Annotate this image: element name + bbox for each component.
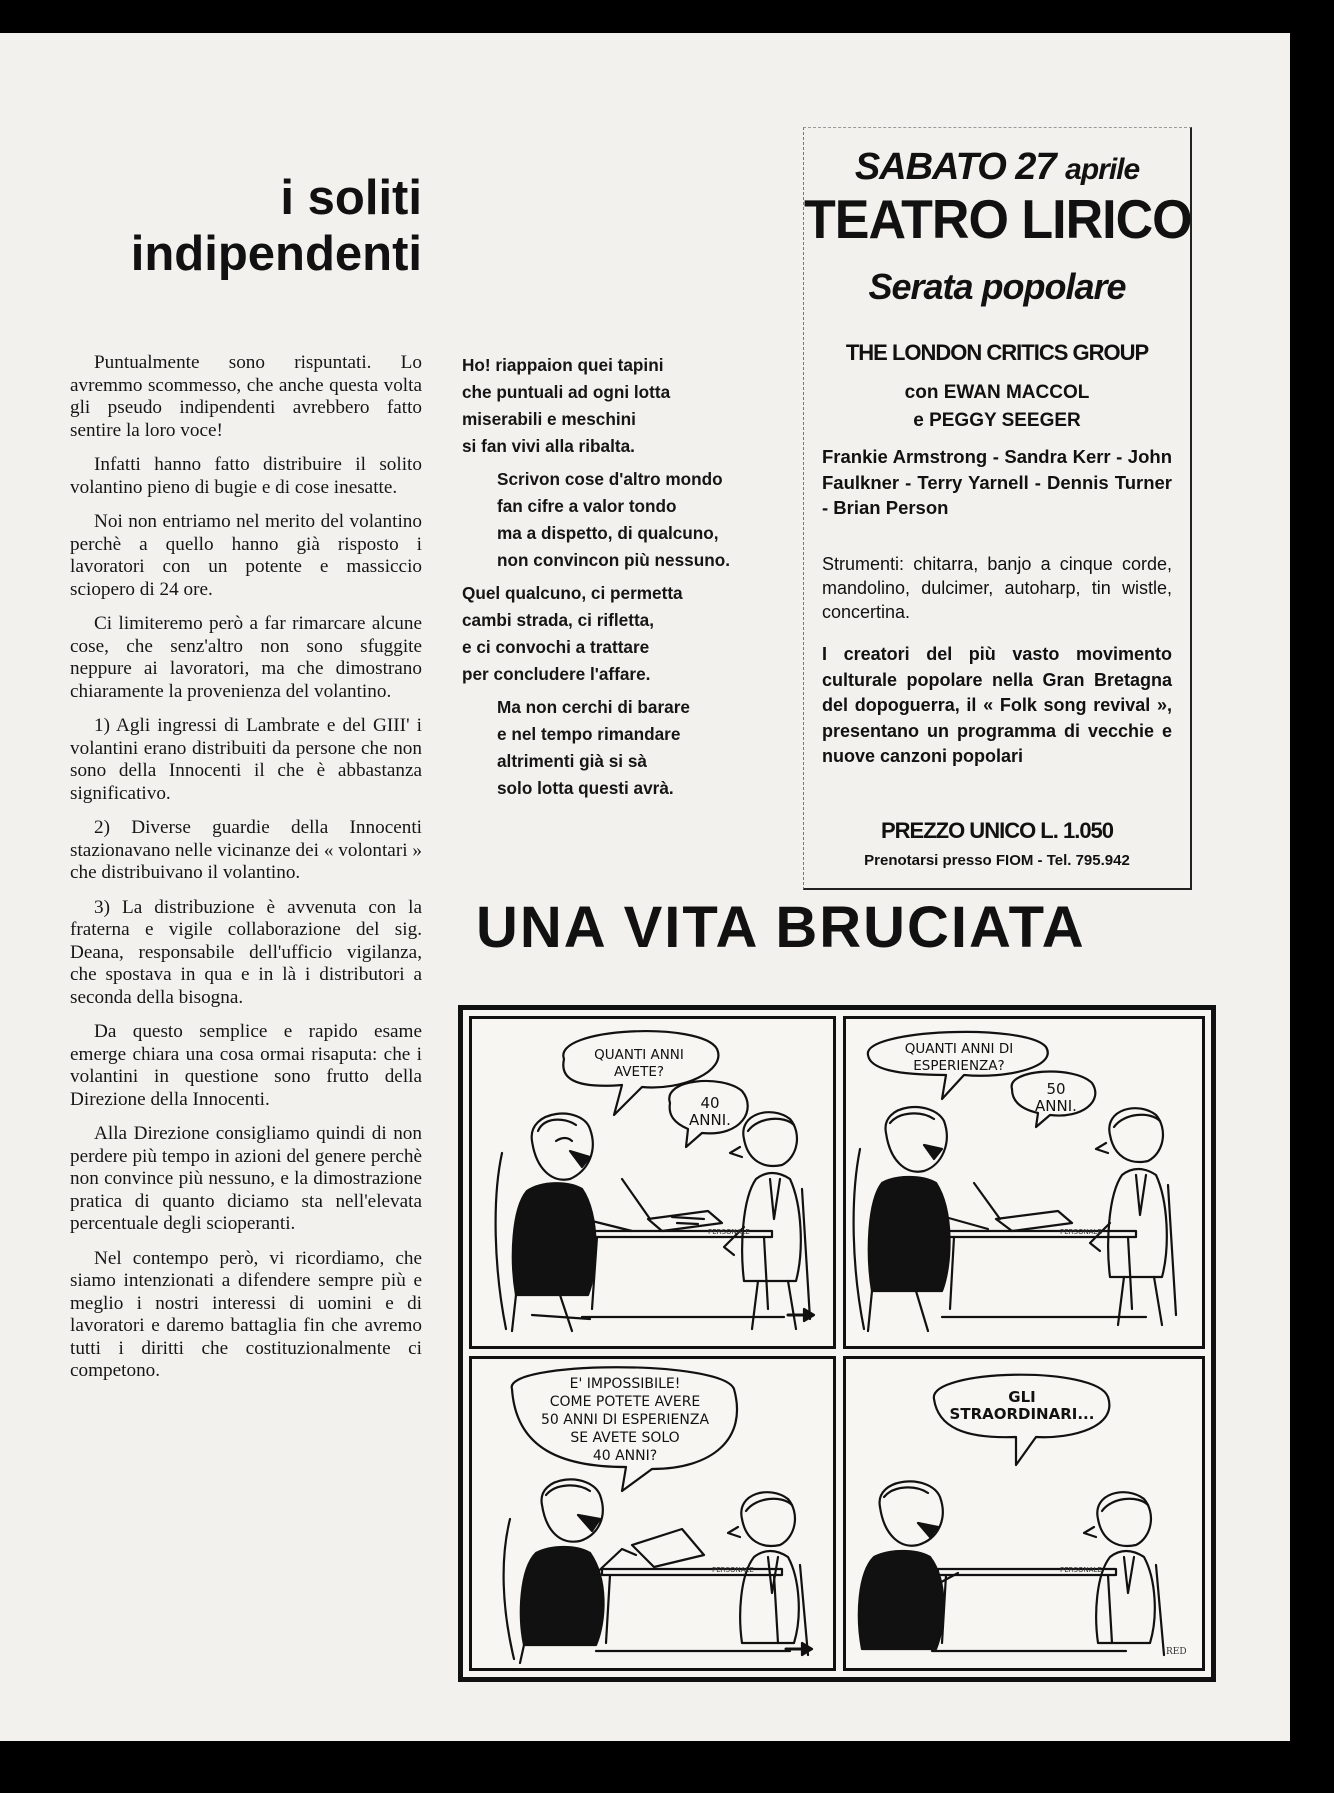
article-paragraph: Nel contempo però, vi ricordiamo, che siamo intenzionati a difendere sempre più e meglio i nostri interessi di uomini e di lavoratori e daremo battaglia fin che avremo tutti i diritti che costituzionalmente ci competono.	[70, 1247, 422, 1381]
article-paragraph: Puntualmente sono rispuntati. Lo avremmo scommesso, che anche questa volta gli pseudo indipendenti avrebbero fatto sentire la loro voce!	[70, 352, 422, 441]
comic-strip	[458, 1005, 1216, 1682]
poem-stanza	[497, 694, 792, 802]
event-date-month: aprile	[1065, 153, 1140, 186]
svg-text:PERSONALE: PERSONALE	[1060, 1566, 1102, 1574]
article-paragraph: Ci limiteremo però a far rimarcare alcune cose, che senz'altro non sono sfuggite neppure ai lavoratori, ma che dimostrano chiaramente la provenienza del volantino.	[70, 613, 422, 702]
poem-stanza	[462, 580, 792, 688]
instruments-list: Strumenti: chitarra, banjo a cinque corde, mandolino, dulcimer, autoharp, tin wistle, concertina.	[822, 554, 1172, 622]
event-description: I creatori del più vasto movimento culturale popolare nella Gran Bretagna del dopoguerra, il « Folk song revival », presentano un programma di vecchie e nuove canzoni popolari	[822, 644, 1172, 766]
poem-line: per concludere l'affare.	[462, 664, 651, 684]
poem-line: si fan vivi alla ribalta.	[462, 436, 635, 456]
booking-info: Prenotarsi presso FIOM - Tel. 795.942	[864, 852, 1130, 869]
article-paragraph: 1) Agli ingressi di Lambrate e del GIII' i volantini erano distribuiti da persone che non sono della Innocenti il che è abbastanza significativo.	[70, 715, 422, 804]
svg-text:PERSONALE: PERSONALE	[708, 1228, 750, 1236]
ticket-price: PREZZO UNICO L. 1.050	[880, 818, 1114, 843]
comic-panel-4	[843, 1356, 1205, 1671]
performer-group: THE LONDON CRITICS GROUP	[845, 340, 1149, 365]
article-paragraph: 2) Diverse guardie della Innocenti stazionavano nelle vicinanze dei « volontari » che distribuivano il volantino.	[70, 817, 422, 883]
poem-stanza	[497, 466, 792, 574]
article-body	[70, 352, 422, 1395]
poem-line: solo lotta questi avrà.	[497, 778, 674, 798]
poem-line: Ho! riappaion quei tapini	[462, 355, 664, 375]
svg-text:PERSONALE: PERSONALE	[1060, 1228, 1102, 1236]
poem-line: altrimenti già si sà	[497, 751, 647, 771]
poem-line: ma a dispetto, di qualcuno,	[497, 523, 719, 543]
poem-line: Quel qualcuno, ci permetta	[462, 583, 683, 603]
artist-signature: RED	[1166, 1647, 1187, 1657]
svg-text:PERSONALE: PERSONALE	[712, 1566, 754, 1574]
speech-bubble-answer: GLI STRAORDINARI...	[949, 1388, 1095, 1423]
poem	[462, 352, 792, 808]
scan-border-right	[1290, 0, 1334, 1793]
poem-line: Scrivon cose d'altro mondo	[497, 469, 723, 489]
speech-bubble-answer: 40 ANNI.	[689, 1094, 731, 1129]
speech-bubble-question: QUANTI ANNI DI ESPERIENZA?	[904, 1041, 1014, 1074]
poem-line: che puntuali ad ogni lotta	[462, 382, 671, 402]
article-paragraph: 3) La distribuzione è avvenuta con la fraterna e vigile collaborazione del sig. Deana, responsabile dell'ufficio vigilanza, che spostava in qua e in là i distributori a seconda della bisogna.	[70, 896, 422, 1008]
poem-stanza	[462, 352, 792, 460]
speech-bubble-question: E' IMPOSSIBILE! COME POTETE AVERE 50 ANNI DI ESPERIENZA SE AVETE SOLO 40 ANNI?	[540, 1376, 710, 1464]
event-date-day: SABATO 27	[854, 146, 1056, 188]
poem-line: non convincon più nessuno.	[497, 550, 730, 570]
article-paragraph: Da questo semplice e rapido esame emerge chiara una cosa ormai risaputa: che i volantini in questione sono frutto della Direzione della Innocenti.	[70, 1021, 422, 1110]
article-paragraph: Noi non entriamo nel merito del volantino perchè a quello hanno già risposto i lavoratori con un potente e massiccio sciopero di 24 ore.	[70, 511, 422, 600]
speech-bubble-question: QUANTI ANNI AVETE?	[594, 1047, 684, 1080]
poem-line: Ma non cerchi di barare	[497, 697, 690, 717]
article-title-line-1: i soliti	[280, 171, 422, 225]
poem-line: e ci convochi a trattare	[462, 637, 650, 657]
article-title	[70, 170, 422, 282]
performer-line-2: e PEGGY SEEGER	[913, 410, 1081, 431]
article-paragraph: Alla Direzione consigliamo quindi di non perdere più tempo in azioni del genere perchè non convince più nessuno, e la dimostrazione pratica di quanto diciamo sta nell'elevata percentuale degli scioperanti.	[70, 1123, 422, 1234]
article-title-line-2: indipendenti	[130, 227, 422, 281]
performer-line-1: con EWAN MACCOL	[904, 382, 1090, 403]
poem-line: cambi strada, ci rifletta,	[462, 610, 654, 630]
event-date	[804, 146, 1190, 189]
concert-advertisement	[803, 127, 1192, 890]
article-paragraph: Infatti hanno fatto distribuire il solito volantino pieno di bugie e di cose inesatte.	[70, 454, 422, 498]
poem-line: miserabili e meschini	[462, 409, 636, 429]
event-name: Serata popolare	[868, 266, 1126, 307]
event-venue: TEATRO LIRICO	[804, 189, 1192, 251]
poem-line: e nel tempo rimandare	[497, 724, 681, 744]
musicians-list: Frankie Armstrong - Sandra Kerr - John Faulkner - Terry Yarnell - Dennis Turner - Brian Person	[822, 446, 1172, 518]
comic-title: UNA VITA BRUCIATA	[476, 895, 1086, 960]
comic-panel-1	[469, 1016, 836, 1349]
comic-panel-2	[843, 1016, 1205, 1349]
scan-border-bottom	[0, 1741, 1334, 1793]
poem-line: fan cifre a valor tondo	[497, 496, 677, 516]
comic-panel-3	[469, 1356, 836, 1671]
speech-bubble-answer: 50 ANNI.	[1035, 1080, 1077, 1115]
